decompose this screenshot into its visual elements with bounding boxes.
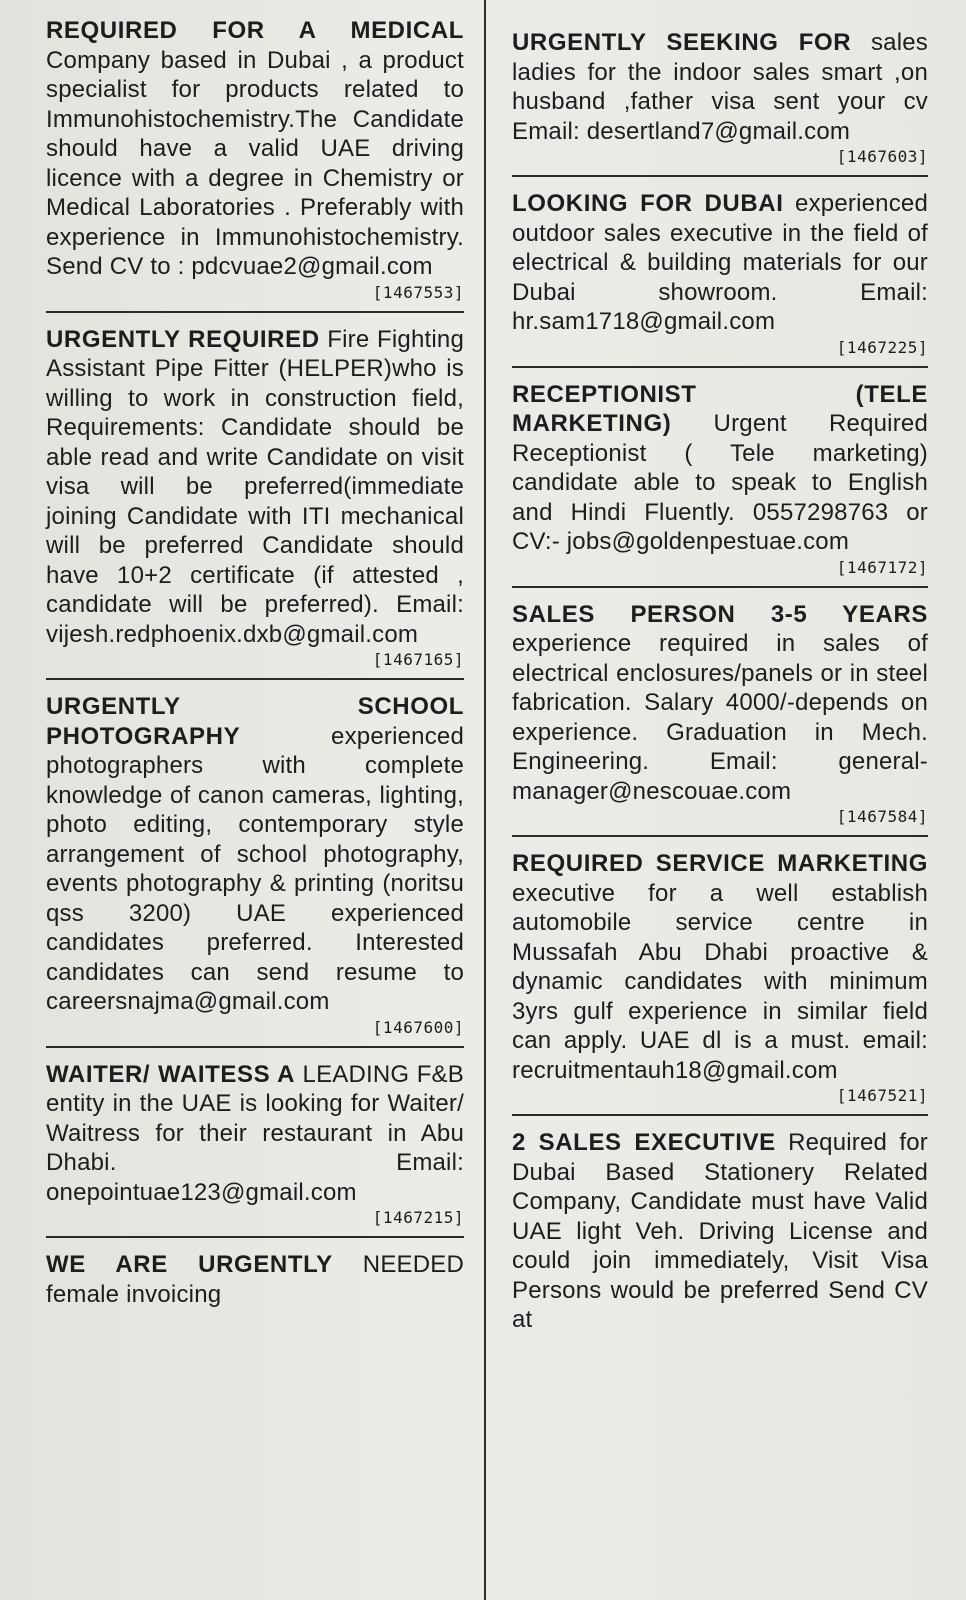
ad-separator	[512, 586, 928, 588]
classified-ad	[46, 1250, 464, 1309]
ad-separator	[512, 835, 928, 837]
classified-ad	[512, 380, 928, 578]
ad-reference: [1467165]	[372, 650, 464, 669]
ad-text	[512, 849, 928, 1085]
ad-text	[512, 189, 928, 337]
ad-separator	[46, 1236, 464, 1238]
ad-body: NEEDED female invoicing	[46, 1251, 465, 1308]
classified-ad	[46, 325, 464, 671]
ad-body: experience required in sales of electrical enclosures/panels or in steel fabrication. Salary 4000/-depends on experience. Graduation in Mech. Engineering. Email: general-manager@nescouae.com	[512, 630, 928, 805]
ad-separator	[512, 1114, 928, 1116]
ad-title: REQUIRED FOR A MEDICAL	[46, 17, 464, 44]
ad-reference: [1467172]	[836, 557, 928, 577]
ad-separator	[512, 175, 928, 177]
classified-ad	[512, 189, 928, 358]
ad-title: SALES PERSON 3-5 YEARS	[512, 600, 928, 628]
classified-ad	[512, 600, 928, 828]
ad-body: executive for a well establish automobile service centre in Mussafah Abu Dhabi proactive & dynamic candidates with minimum 3yrs gulf experience in similar field can apply. UAE dl is a must. email: recruitmentauh18@gmail.com	[512, 879, 928, 1084]
ad-separator	[46, 678, 464, 680]
ad-text	[512, 28, 928, 146]
ad-title: REQUIRED SERVICE MARKETING	[512, 850, 928, 877]
ad-title: URGENTLY SEEKING FOR	[512, 29, 852, 56]
column-divider	[484, 0, 486, 1600]
ad-text	[46, 692, 464, 1017]
ad-reference: [1467603]	[836, 147, 928, 166]
ad-reference: [1467215]	[372, 1208, 464, 1227]
classified-ad	[46, 692, 464, 1038]
ad-title: LOOKING FOR DUBAI	[512, 190, 784, 217]
ad-body: Fire Fighting Assistant Pipe Fitter (HELPER)who is willing to work in construction field, Requirements: Candidate should be able read and write Candidate on visit visa will be preferred(immediate joining Candidate with ITI mechanical will be preferred Candidate should have 10+2 certificate (if attested , candidate will be preferred). Email: vijesh.redphoenix.dxb@gmail.com	[46, 325, 464, 648]
ad-reference: [1467600]	[372, 1017, 464, 1037]
ad-separator	[512, 366, 928, 368]
ad-separator	[46, 311, 464, 313]
ad-body: experienced outdoor sales executive in the field of electrical & building materials for our Dubai showroom. Email: hr.sam1718@gmail.com	[512, 190, 928, 335]
ad-body: Urgent Required Receptionist ( Tele marketing) candidate able to speak to English and Hindi Fluently. 0557298763 or CV:- jobs@goldenpestuae.com	[512, 410, 928, 555]
ad-body: Required for Dubai Based Stationery Related Company, Candidate must have Valid UAE light Veh. Driving License and could join immediately, Visit Visa Persons would be preferred Send CV at	[512, 1129, 928, 1333]
ad-text	[46, 1250, 464, 1309]
ad-title: URGENTLY REQUIRED	[46, 325, 320, 353]
ad-text	[46, 325, 464, 650]
ad-separator	[46, 1046, 464, 1048]
ad-text	[46, 1060, 464, 1208]
ad-reference: [1467521]	[836, 1086, 928, 1105]
ad-title: RECEPTIONIST (TELE MARKETING)	[512, 380, 928, 437]
ad-title: 2 SALES EXECUTIVE	[512, 1129, 776, 1156]
ad-body: LEADING F&B entity in the UAE is looking for Waiter/ Waitress for their restaurant in Abu Dhabi. Email: onepointuae123@gmail.com	[46, 1060, 464, 1206]
classified-ad	[512, 1128, 928, 1335]
classified-ad	[46, 0, 464, 303]
ad-text	[512, 1128, 928, 1335]
left-column	[46, 0, 464, 1309]
ad-reference: [1467553]	[372, 282, 464, 302]
ad-reference: [1467225]	[836, 337, 928, 357]
classified-ad	[512, 0, 928, 167]
ad-text	[512, 380, 928, 557]
ad-reference: [1467584]	[836, 807, 928, 826]
ad-title: WE ARE URGENTLY	[46, 1251, 333, 1278]
ad-title: WAITER/ WAITESS A	[46, 1060, 296, 1088]
classified-ad	[512, 849, 928, 1106]
ad-body: experienced photographers with complete knowledge of canon cameras, lighting, photo editing, contemporary style arrangement of school photography, events photography & printing (noritsu qss 3200) UAE experienced candidates preferred. Interested candidates can send resume to careersnajma@gmail.com	[46, 722, 464, 1015]
ad-text	[512, 600, 928, 807]
classified-ad	[46, 1060, 464, 1229]
ad-text	[46, 16, 464, 282]
ad-body: Company based in Dubai , a product specialist for products related to Immunohistochemistry.The Candidate should have a valid UAE driving licence with a degree in Chemistry or Medical Laboratories . Preferably with experience in Immunohistochemistry. Send CV to : pdcvuae2@gmail.com	[46, 46, 464, 280]
right-column	[512, 0, 928, 1335]
ad-body: sales ladies for the indoor sales smart ,on husband ,father visa sent your cv Email: desertland7@gmail.com	[512, 29, 928, 145]
ad-title: URGENTLY SCHOOL PHOTOGRAPHY	[46, 693, 464, 750]
